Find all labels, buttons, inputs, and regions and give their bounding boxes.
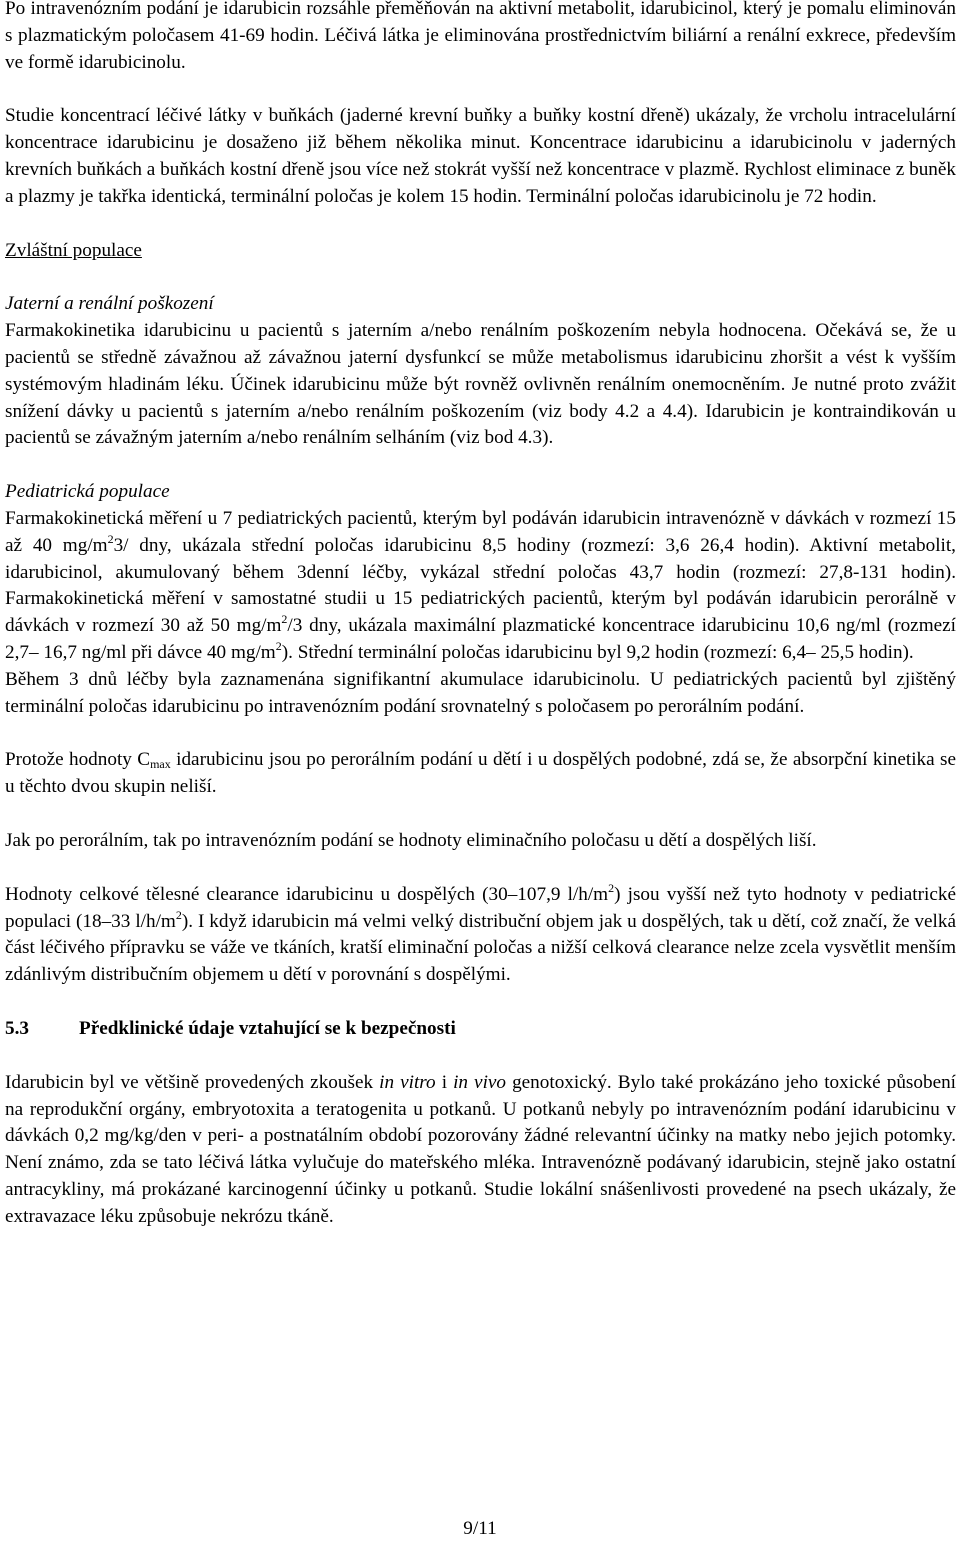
document-page xyxy=(5,0,956,1230)
paragraph-hepatic-renal: Farmakokinetika idarubicinu u pacientů s jaterním a/nebo renálním poškozením nebyla hodnocena. Očekává se, že u pacientů se středně závažnou až závažnou jaterní dysfunkcí se může metabolismus idarubicinu zhoršit a vést k vyšším systémovým hladinám léku. Účinek idarubicinu může být rovněž ovlivněn renálním onemocněním. Je nutné proto zvážit snížení dávky u pacientů s jaterním a/nebo renálním poškozením (viz body 4.2 a 4.4). Idarubicin je kontraindikován u pacientů se závažným jaterním a/nebo renálním selháním (viz bod 4.3). xyxy=(5,320,956,449)
paragraph-elimination-half-life: Jak po perorálním, tak po intravenózním podání se hodnoty eliminačního poločasu u dětí a dospělých liší. xyxy=(5,829,817,851)
page-number: 9/11 xyxy=(463,1518,497,1539)
paragraph-preclinical-safety: Idarubicin byl ve většině provedených zkoušek in vitro i in vivo genotoxický. Bylo také prokázáno jeho toxické působení na reprodukční orgány, embryotoxita a teratogenita u potkanů. U potkanů nebyly po intravenózním podání idarubicinu v dávkách 0,2 mg/kg/den v peri- a postnatálním období pozorovány žádné relevantní účinky na matky nebo jejich potomky. Není známo, zda se tato léčivá látka vylučuje do mateřského mléka. Intravenózně podávaný idarubicin, stejně jako ostatní antracykliny, má prokázané karcinogenní účinky u potkanů. Studie lokální snášenlivosti provedené na psech ukázaly, že extravazace léku způsobuje nekrózu tkáně. xyxy=(5,1071,957,1227)
paragraph-idarubicinol-metabolism: Po intravenózním podání je idarubicin rozsáhle přeměňován na aktivní metabolit, idarubicinol, který je pomalu eliminován s plazmatickým poločasem 41-69 hodin. Léčivá látka je eliminována prostřednictvím biliární a renální exkrece, především ve formě idarubicinolu. xyxy=(5,0,956,73)
paragraph-pediatric-accumulation: Během 3 dnů léčby byla zaznamenána signifikantní akumulace idarubicinolu. U pediatrických pacientů byl zjištěný terminální poločas idarubicinu po intravenózním podání srovnatelný s poločasem po perorálním podání. xyxy=(5,668,956,717)
section-number: 5.3 xyxy=(5,1017,29,1039)
paragraph-cmax: Protože hodnoty $C_{max}$ idarubicinu jsou po perorálním podání u dětí i u dospělých podobné, zdá se, že absorpční kinetika se u těchto dvou skupin neliší. xyxy=(5,749,956,798)
paragraph-pediatric-pk: Farmakokinetická měření u 7 pediatrických pacientů, kterým byl podáván idarubicin intravenózně v dávkách v rozmezí 15 až 40 $mg/m^23/$ dny, ukázala střední poločas idarubicinu 8,5 hodiny (rozmezí: 3,6 26,4 hodin). Aktivní metabolit, idarubicinol, akumulovaný během 3denní léčby, vykázal střední poločas 43,7 hodin (rozmezí: 27,8-131 hodin). Farmakokinetická měření v samostatné studii u 15 pediatrických pacientů, kterým byl podáván idarubicin perorálně v dávkách v rozmezí 30 až 50 $mg/m^2/3$ dny, ukázala maximální plazmatické koncentrace idarubicinu 10,6 ng/ml (rozmezí 2,7– 16,7 ng/ml při dávce 40 $mg/m^2$). Střední terminální poločas idarubicinu byl 9,2 hodin (rozmezí: 6,4– 25,5 hodin). xyxy=(5,507,956,663)
paragraph-clearance: Hodnoty celkové tělesné clearance idarubicinu u dospělých (30–107,9 $l/h/m^2$) jsou vyšší než tyto hodnoty v pediatrické populaci (18–33 $l/h/m^2$). I když idarubicin má velmi velký distribuční objem jak u dospělých, tak u dětí, což značí, že velká část léčivého přípravku se váže ve tkáních, kratší eliminační poločas a nižší celková clearance nelze zcela vysvětlit menším zdánlivým distribučním objemem u dětí v porovnání s dospělými. xyxy=(5,880,956,986)
heading-special-populations: Zvláštní populace xyxy=(5,239,142,261)
paragraph-cellular-concentration: Studie koncentrací léčivé látky v buňkách (jaderné krevní buňky a buňky kostní dřeně) ukázaly, že vrcholu intracelulární koncentrace idarubicinu je dosaženo již během několika minut. Koncentrace idarubicinu a idarubicinolu v jaderných krevních buňkách a buňkách kostní dřeně jsou více než stokrát vyšší než koncentrace v plazmě. Rychlost eliminace z buněk a plazmy je takřka identická, terminální poločas je kolem 15 hodin. Terminální poločas idarubicinolu je 72 hodin. xyxy=(5,105,956,207)
heading-hepatic-renal: Jaterní a renální poškození xyxy=(5,293,214,315)
section-heading-5-3 xyxy=(5,1016,956,1043)
heading-pediatric: Pediatrická populace xyxy=(5,481,170,503)
section-title: Předklinické údaje vztahující se k bezpečnosti xyxy=(79,1017,456,1039)
